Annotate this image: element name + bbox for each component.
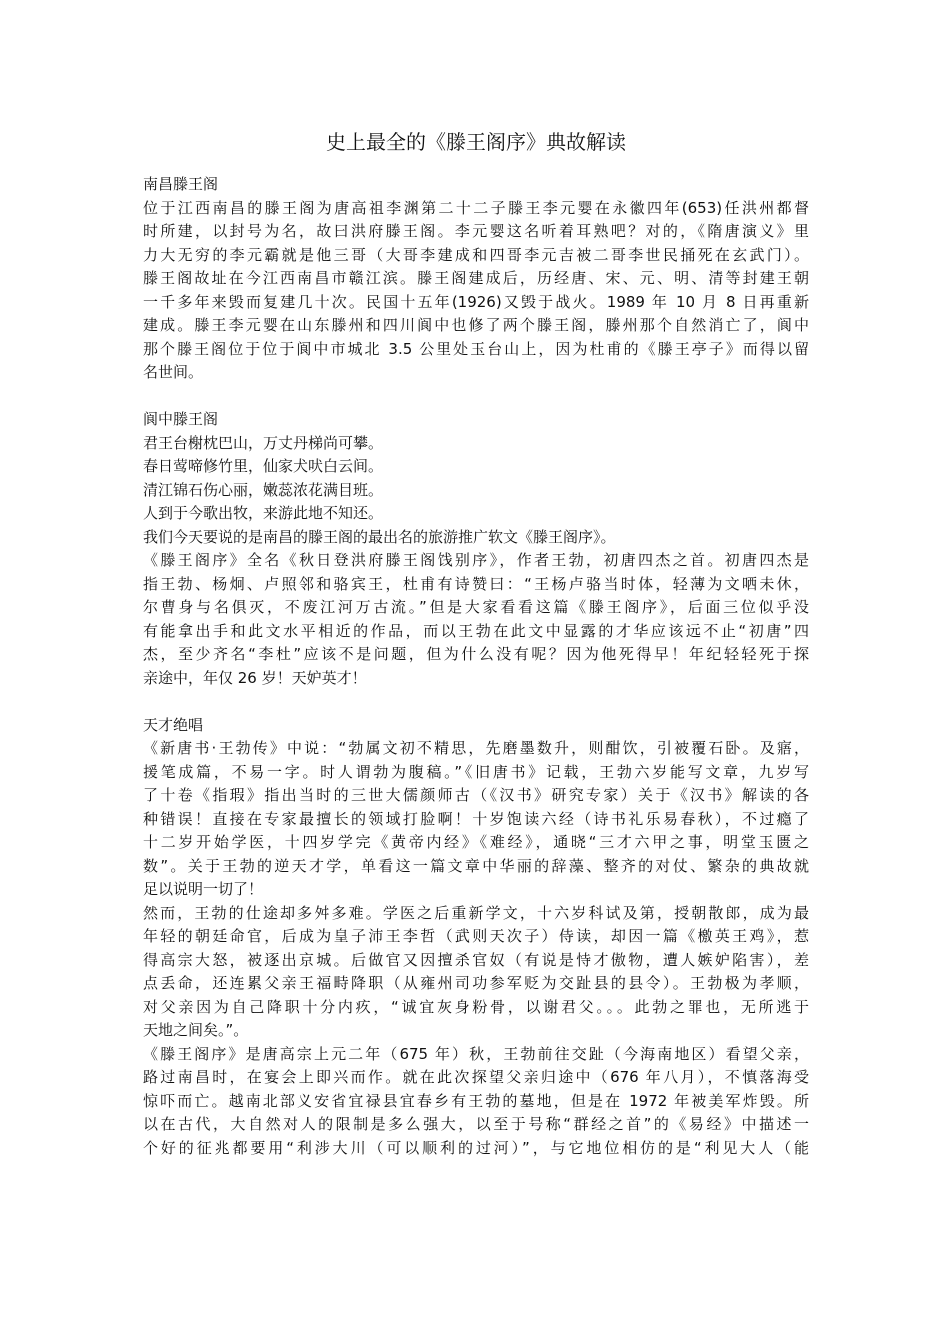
text-line: 然而，王勃的仕途却多舛多难。学医之后重新学文，十六岁科试及第，授朝散郎，成为最 xyxy=(143,903,809,922)
text-line: 我们今天要说的是南昌的滕王阁的最出名的旅游推广软文《滕王阁序》。 xyxy=(143,527,616,546)
text-line: 数”。关于王勃的逆天才学，单看这一篇文章中华丽的辞藻、整齐的对仗、繁杂的典故就 xyxy=(143,856,809,875)
text-line: 有能拿出手和此文水平相近的作品，而以王勃在此文中显露的才华应该远不止“初唐”四 xyxy=(143,621,809,640)
text-line: 种错误！直接在专家最擅长的领域打脸啊！十岁饱读六经（诗书礼乐易春秋），不过瘾了 xyxy=(143,809,809,828)
text-line: 《滕王阁序》全名《秋日登洪府滕王阁饯别序》，作者王勃，初唐四杰之首。初唐四杰是 xyxy=(143,551,809,569)
text-line: 名世间。 xyxy=(143,363,204,381)
text-line: 足以说明一切了！ xyxy=(143,880,264,898)
text-line: 位于江西南昌的滕王阁为唐高祖李渊第二十二子滕王李元婴在永徽四年(653)任洪州都督 xyxy=(143,198,809,217)
text-line: 了十卷《指瑕》指出当时的三世大儒颜师古（《汉书》研究专家）关于《汉书》解读的各 xyxy=(143,786,809,804)
text-line: 春日莺啼修竹里，仙家犬吠白云间。 xyxy=(143,457,384,475)
text-line: 《新唐书·王勃传》中说：“勃属文初不精思，先磨墨数升，则酣饮，引被覆石卧。及寤， xyxy=(143,739,809,757)
text-line: 人到于今歌出牧，来游此地不知还。 xyxy=(143,504,384,522)
text-line: 建成。滕王李元婴在山东滕州和四川阆中也修了两个滕王阁，滕州那个自然消亡了，阆中 xyxy=(143,316,809,334)
text-line: 指王勃、杨炯、卢照邻和骆宾王，杜甫有诗赞曰：“王杨卢骆当时体，轻薄为文哂未休， xyxy=(143,574,809,593)
text-line: 惊吓而亡。越南北部义安省宜禄县宜春乡有王勃的墓地，但是在 1972 年被美军炸毁。所 xyxy=(143,1091,809,1110)
text-line: 天才绝唱 xyxy=(143,715,204,734)
text-line: 清江锦石伤心丽，嫩蕊浓花满目班。 xyxy=(143,480,384,499)
text-line: 对父亲因为自己降职十分内疚，“诚宜灰身粉骨，以谢君父。。。此勃之罪也，无所逃于 xyxy=(143,997,809,1016)
text-line: 个好的征兆都要用“利涉大川（可以顺利的过河）”，与它地位相仿的是“利见大人（能 xyxy=(143,1138,809,1157)
text-line: 时所建，以封号为名，故曰洪府滕王阁。李元婴这名听着耳熟吧？对的，《隋唐演义》里 xyxy=(143,222,809,240)
text-line: 路过南昌时，在宴会上即兴而作。就在此次探望父亲归途中（676 年八月），不慎落海受 xyxy=(143,1068,809,1086)
text-line: 一千多年来毁而复建几十次。民国十五年(1926)又毁于战火。1989 年 10 月 8 日再重新 xyxy=(143,292,809,311)
text-line: 天地之间矣。”。 xyxy=(143,1021,249,1039)
text-line: 阆中滕王阁 xyxy=(143,410,219,428)
text-line: 《滕王阁序》是唐高宗上元二年（675 年）秋，王勃前往交趾（今海南地区）看望父亲， xyxy=(143,1044,809,1063)
text-line: 亲途中，年仅 26 岁！天妒英才！ xyxy=(143,668,367,687)
text-line: 君王台榭枕巴山，万丈丹梯尚可攀。 xyxy=(143,433,384,452)
text-line: 点丢命，还连累父亲王福畤降职（从雍州司功参军贬为交趾县的县令）。王勃极为孝顺， xyxy=(143,974,809,992)
text-line: 以在古代，大自然对人的限制是多么强大，以至于号称“群经之首”的《易经》中描述一 xyxy=(143,1115,809,1133)
text-line: 力大无穷的李元霸就是他三哥（大哥李建成和四哥李元吉被二哥李世民捅死在玄武门）。 xyxy=(143,245,809,264)
text-line: 那个滕王阁位于位于阆中市城北 3.5 公里处玉台山上，因为杜甫的《滕王亭子》而得以留 xyxy=(143,339,809,358)
text-line: 尔曹身与名俱灭，不废江河万古流。”但是大家看看这篇《滕王阁序》，后面三位似乎没 xyxy=(143,598,809,616)
document-page xyxy=(143,128,809,1160)
text-line: 南昌滕王阁 xyxy=(143,175,219,193)
text-line xyxy=(143,385,809,409)
text-line: 援笔成篇，不易一字。时人谓勃为腹稿。”《旧唐书》记载，王勃六岁能写文章，九岁写 xyxy=(143,762,809,781)
document-body xyxy=(143,173,809,1160)
text-line xyxy=(143,690,809,714)
text-line: 滕王阁故址在今江西南昌市赣江滨。滕王阁建成后，历经唐、宋、元、明、清等封建王朝 xyxy=(143,269,809,287)
text-line: 杰，至少齐名“李杜”应该不是问题，但为什么没有呢？因为他死得早！年纪轻轻死于探 xyxy=(143,645,809,663)
text-line: 年轻的朝廷命官，后成为皇子沛王李哲（武则天次子）侍读，却因一篇《檄英王鸡》，惹 xyxy=(143,927,809,945)
document-title: 史上最全的《滕王阁序》典故解读 xyxy=(326,130,626,154)
text-line: 得高宗大怒，被逐出京城。后做官又因擅杀官奴（有说是恃才傲物，遭人嫉妒陷害），差 xyxy=(143,950,809,969)
text-line: 十二岁开始学医，十四岁学完《黄帝内经》《难经》，通晓“三才六甲之事，明堂玉匮之 xyxy=(143,833,809,851)
